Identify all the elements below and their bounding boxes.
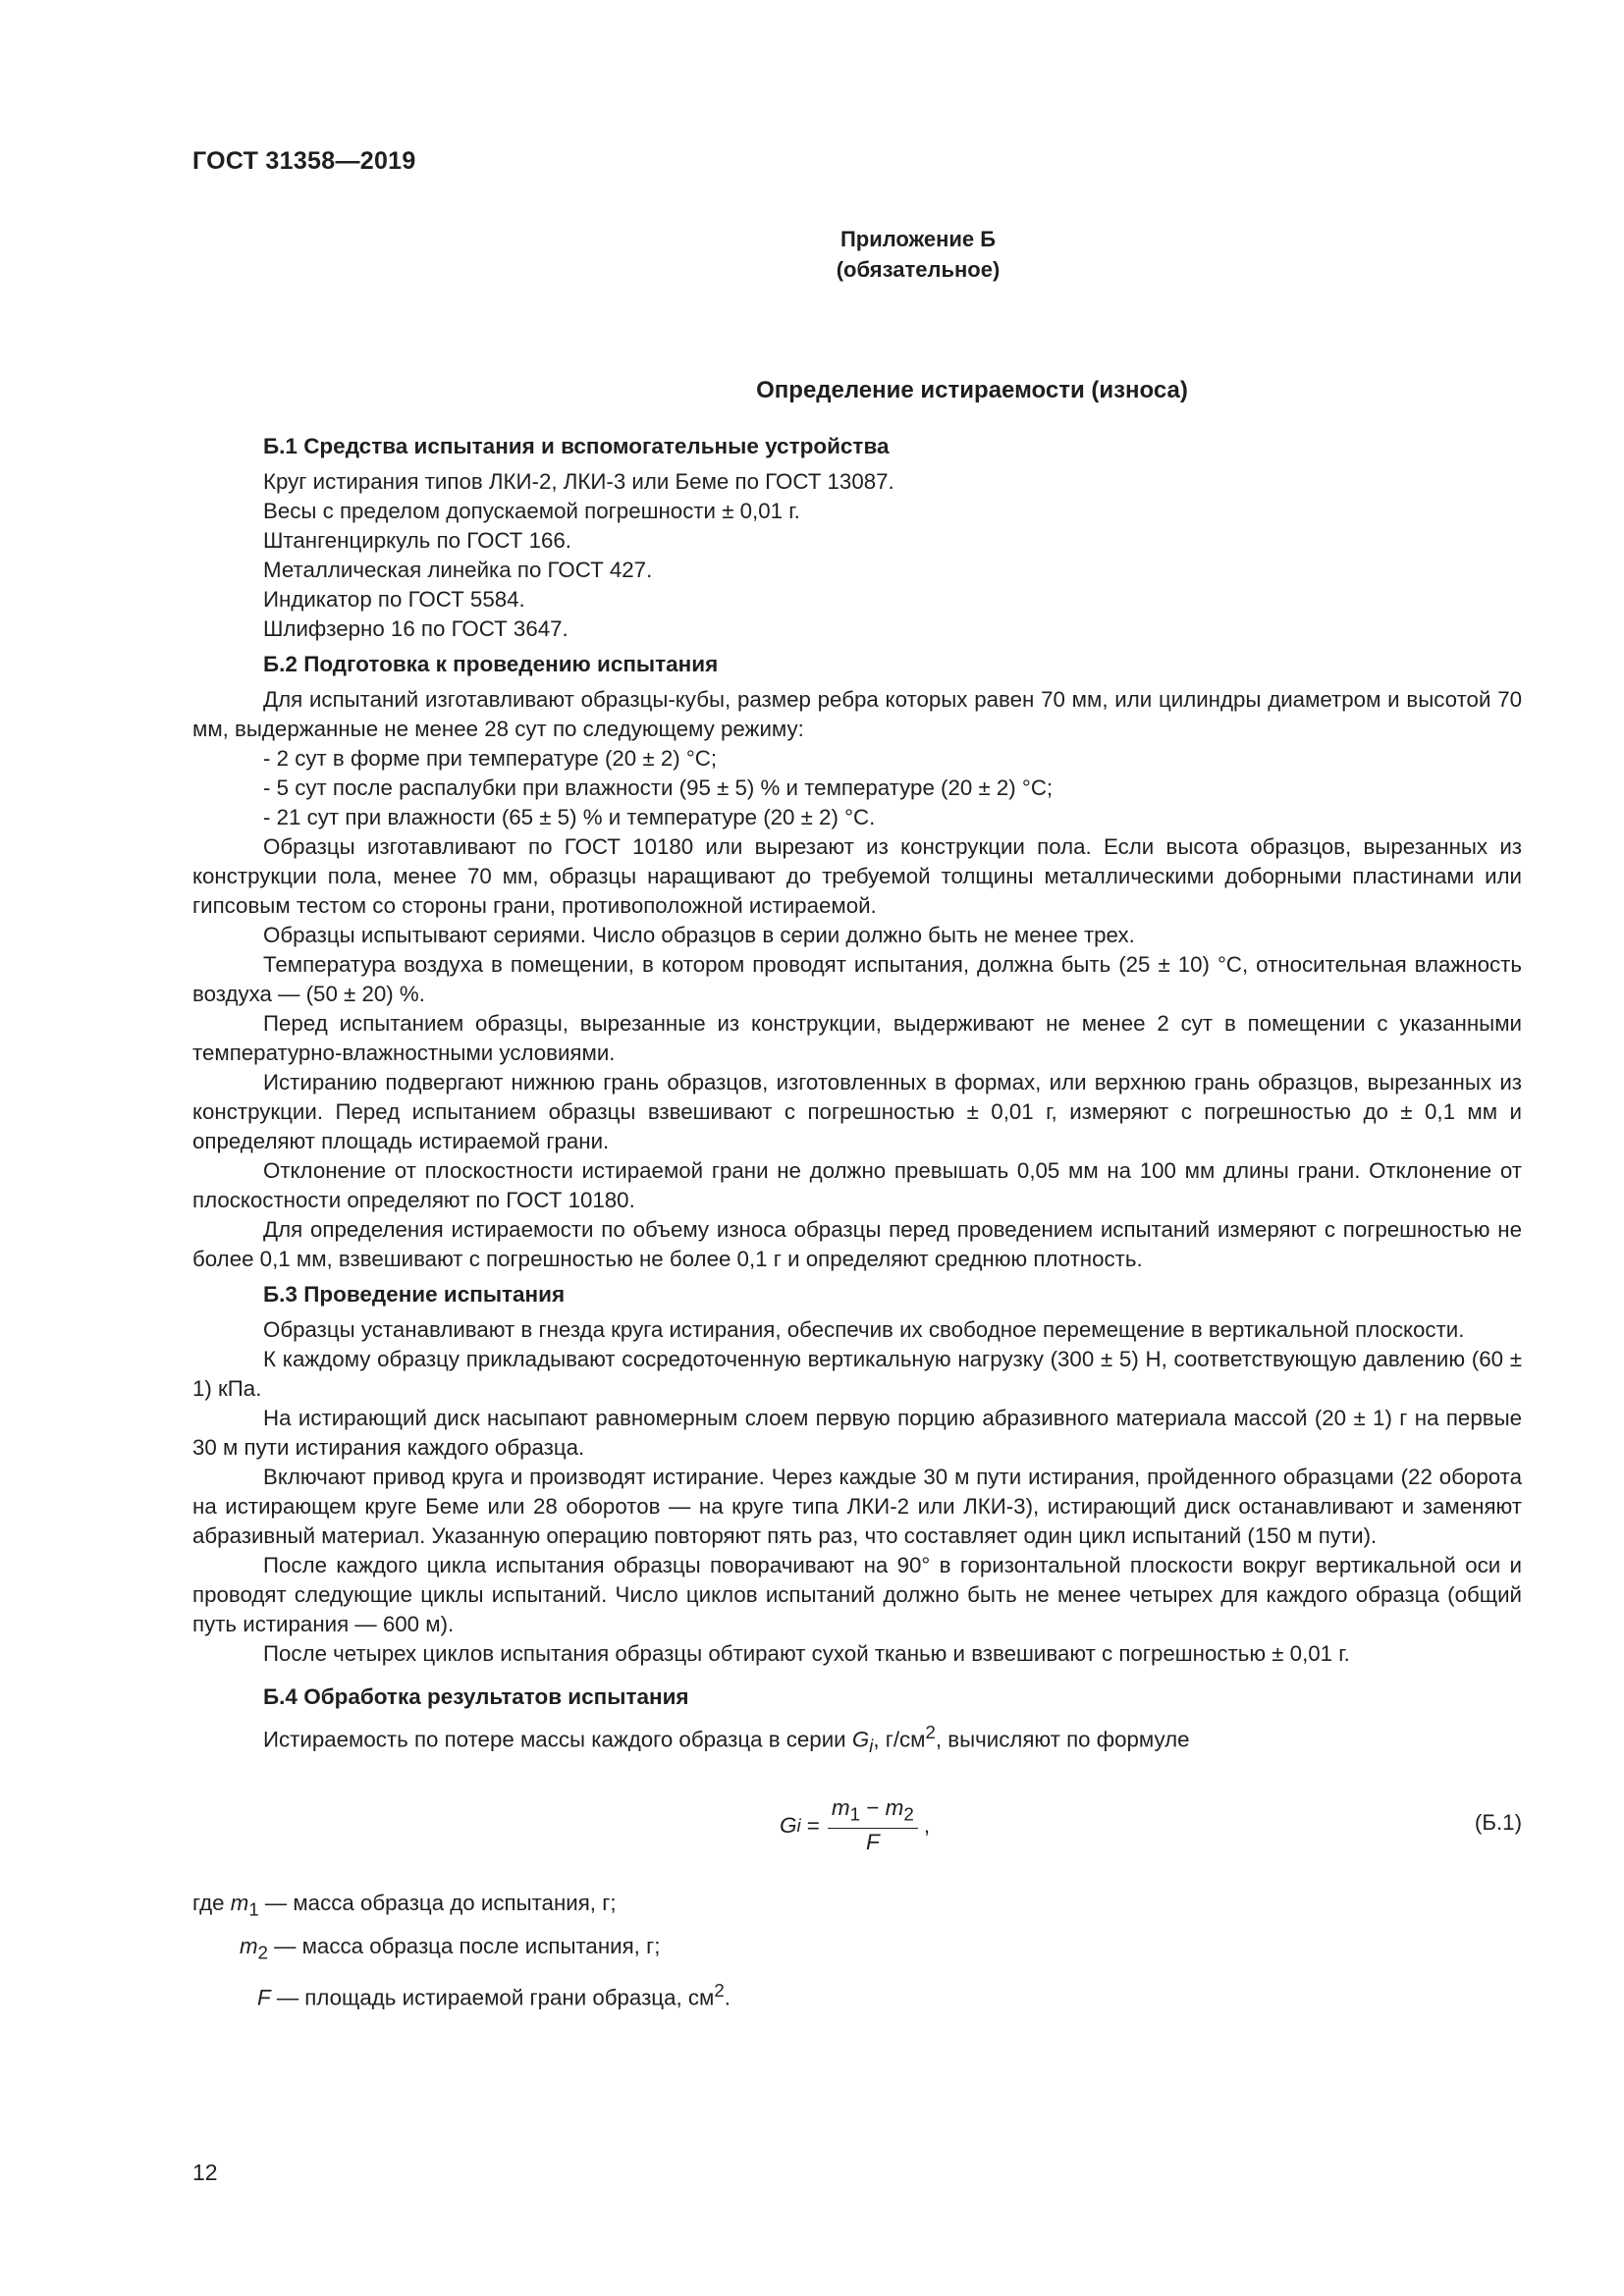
- formula-fraction: [828, 1794, 918, 1857]
- b3-paragraph: Включают привод круга и производят истирание. Через каждые 30 м пути истирания, пройденного образцами (22 оборота на истирающем круге Беме или 28 оборотов — на круге типа ЛКИ-2 или ЛКИ-3), истирающий диск останавливают и заменяют абразивный материал. Указанную операцию повторяют пять раз, что составляет один цикл испытаний (150 м пути).: [192, 1465, 1522, 1548]
- b2-mode-item: - 5 сут после распалубки при влажности (95 ± 5) % и температуре (20 ± 2) °С;: [263, 775, 1054, 800]
- b3-paragraph: После каждого цикла испытания образцы поворачивают на 90° в горизонтальной плоскости вокруг вертикальной оси и проводят следующие циклы испытаний. Число циклов испытаний должно быть не менее четырех для каждого образца (общий путь истирания — 600 м).: [192, 1553, 1522, 1636]
- b2-paragraph: Образцы испытывают сериями. Число образцов в серии должно быть не менее трех.: [263, 923, 1135, 947]
- section-heading-b2: Б.2 Подготовка к проведению испытания: [263, 652, 719, 676]
- b1-item: Металлическая линейка по ГОСТ 427.: [263, 558, 653, 582]
- formula-denominator: F: [865, 1830, 880, 1855]
- b2-mode-item: - 2 сут в форме при температуре (20 ± 2) °С;: [263, 746, 718, 771]
- formula-numerator: $m_1 - m_2$: [828, 1794, 918, 1830]
- formula-legend: [192, 1889, 1522, 2012]
- b3-paragraph: На истирающий диск насыпают равномерным слоем первую порцию абразивного материала массой (20 ± 1) г на первые 30 м пути истирания каждого образца.: [192, 1406, 1522, 1460]
- appendix-type: (обязательное): [836, 257, 1001, 282]
- formula-b1: [192, 1783, 1522, 1877]
- legend-f: F — площадь истираемой грани образца, $см^2$.: [257, 1979, 731, 2010]
- formula-expression: G i = $\frac{m_1 - m_2}{F}$ ,: [780, 1794, 931, 1855]
- appendix-label: Приложение Б: [839, 227, 997, 251]
- section-heading-b4: Б.4 Обработка результатов испытания: [263, 1684, 689, 1709]
- b2-paragraph: Истиранию подвергают нижнюю грань образцов, изготовленных в формах, или верхнюю грань образцов, вырезанных из конструкции. Перед испытанием образцы взвешивают с погрешностью ± 0,01 г, измеряют с погрешностью до ± 0,1 мм и определяют площадь истираемой грани.: [192, 1070, 1522, 1153]
- appendix-title: Определение истираемости (износа): [756, 377, 1188, 403]
- b2-intro: Для испытаний изготавливают образцы-кубы, размер ребра которых равен 70 мм, или цилиндры диаметром и высотой 70 мм, выдержанные не менее 28 сут по следующему режиму:: [192, 687, 1522, 741]
- b2-paragraph: Для определения истираемости по объему износа образцы перед проведением испытаний измеряют с погрешностью не более 0,1 мм, взвешивают с погрешностью не более 0,1 г и определяют среднюю плотность.: [192, 1217, 1522, 1271]
- page-number: 12: [192, 2160, 218, 2185]
- legend-m1: где $m_1$ — масса образца до испытания, г;: [192, 1890, 617, 1920]
- b1-item: Штангенциркуль по ГОСТ 166.: [263, 528, 571, 553]
- b2-paragraph: Образцы изготавливают по ГОСТ 10180 или вырезают из конструкции пола. Если высота образцов, вырезанных из конструкции пола, менее 70 мм, образцы наращивают до требуемой толщины металлическими доборными пластинами или гипсовым тестом со стороны грани, противоположной истираемой.: [192, 834, 1522, 918]
- b3-paragraph: К каждому образцу прикладывают сосредоточенную вертикальную нагрузку (300 ± 5) Н, соответствующую давлению (60 ± 1) кПа.: [192, 1347, 1522, 1401]
- b1-item: Круг истирания типов ЛКИ-2, ЛКИ-3 или Беме по ГОСТ 13087.: [263, 469, 894, 494]
- section-heading-b1: Б.1 Средства испытания и вспомогательные устройства: [263, 434, 890, 458]
- b3-paragraph: Образцы устанавливают в гнезда круга истирания, обеспечив их свободное перемещение в вертикальной плоскости.: [263, 1317, 1465, 1342]
- legend-m2: $m_2$ — масса образца после испытания, г;: [240, 1934, 661, 1963]
- document-code: ГОСТ 31358—2019: [192, 147, 416, 175]
- b2-mode-item: - 21 сут при влажности (65 ± 5) % и температуре (20 ± 2) °С.: [263, 805, 876, 829]
- document-body: [192, 432, 1522, 2020]
- b1-item: Весы с пределом допускаемой погрешности ± 0,01 г.: [263, 499, 800, 523]
- b4-intro: Истираемость по потере массы каждого образца в серии $G_i$, $г/см^2$, вычисляют по формуле: [263, 1722, 1190, 1756]
- b2-paragraph: Перед испытанием образцы, вырезанные из конструкции, выдерживают не менее 2 сут в помещении с указанными температурно-влажностными условиями.: [192, 1011, 1522, 1065]
- b2-paragraph: Отклонение от плоскостности истираемой грани не должно превышать 0,05 мм на 100 мм длины грани. Отклонение от плоскостности определяют по ГОСТ 10180.: [192, 1158, 1522, 1212]
- b1-item: Индикатор по ГОСТ 5584.: [263, 587, 525, 612]
- b3-paragraph: После четырех циклов испытания образцы обтирают сухой тканью и взвешивают с погрешностью ± 0,01 г.: [263, 1641, 1350, 1666]
- appendix-label-block: [0, 224, 1624, 285]
- section-heading-b3: Б.3 Проведение испытания: [263, 1282, 566, 1307]
- b2-paragraph: Температура воздуха в помещении, в котором проводят испытания, должна быть (25 ± 10) °С, относительная влажность воздуха — (50 ± 20) %.: [192, 952, 1522, 1006]
- formula-number: (Б.1): [1474, 1809, 1522, 1835]
- b1-item: Шлифзерно 16 по ГОСТ 3647.: [263, 616, 568, 641]
